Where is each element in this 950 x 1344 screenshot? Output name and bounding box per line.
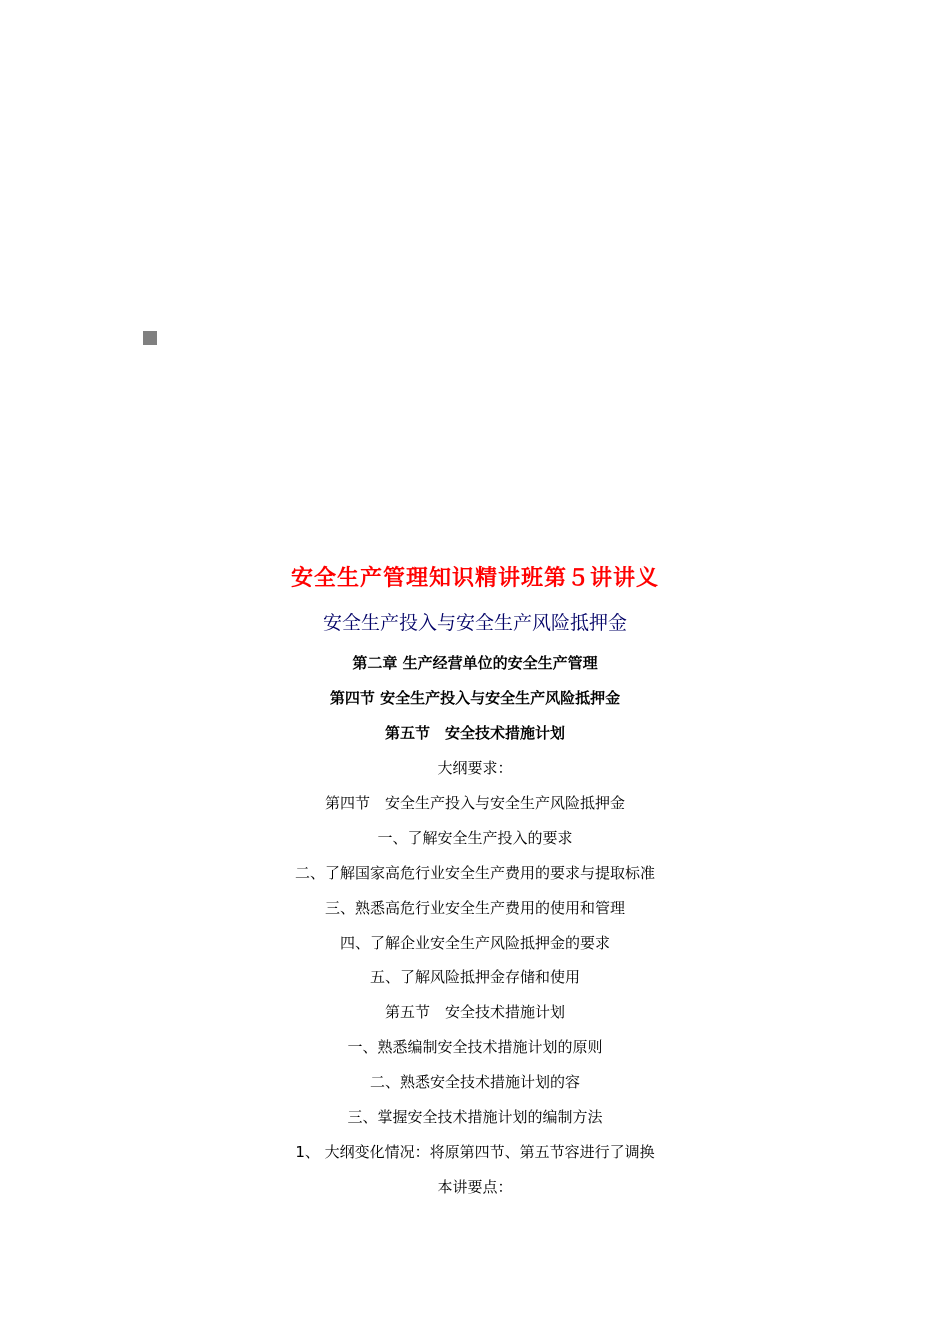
outline-section-four: 第四节 安全生产投入与安全生产风险抵押金: [324, 793, 625, 812]
document-subtitle: 安全生产投入与安全生产风险抵押金: [322, 612, 627, 634]
chapter-heading: 第二章 生产经营单位的安全生产管理: [352, 654, 598, 672]
square-bullet-icon: [143, 331, 157, 345]
key-points-label: 本讲要点：: [437, 1177, 513, 1196]
outline-item: 四、了解企业安全生产风险抵押金的要求: [339, 933, 610, 952]
outline-section-five: 第五节 安全技术措施计划: [384, 1003, 565, 1022]
outline-change-note: 1、 大纲变化情况：将原第四节、第五节容进行了调换: [295, 1142, 655, 1161]
section-four-heading: 第四节 安全生产投入与安全生产风险抵押金: [329, 689, 621, 707]
outline-item: 二、熟悉安全技术措施计划的容: [369, 1073, 580, 1092]
outline-item: 三、熟悉高危行业安全生产费用的使用和管理: [324, 898, 625, 917]
outline-item: 三、掌握安全技术措施计划的编制方法: [347, 1108, 603, 1127]
outline-item: 二、了解国家高危行业安全生产费用的要求与提取标准: [294, 863, 655, 882]
outline-item: 五、了解风险抵押金存储和使用: [369, 968, 580, 987]
document-title: 安全生产管理知识精讲班第５讲讲义: [290, 566, 659, 591]
outline-item: 一、了解安全生产投入的要求: [377, 828, 573, 847]
section-five-heading: 第五节 安全技术措施计划: [384, 724, 565, 742]
document-body: [0, 562, 950, 1205]
outline-item: 一、熟悉编制安全技术措施计划的原则: [347, 1038, 603, 1057]
outline-label: 大纲要求：: [437, 759, 513, 777]
